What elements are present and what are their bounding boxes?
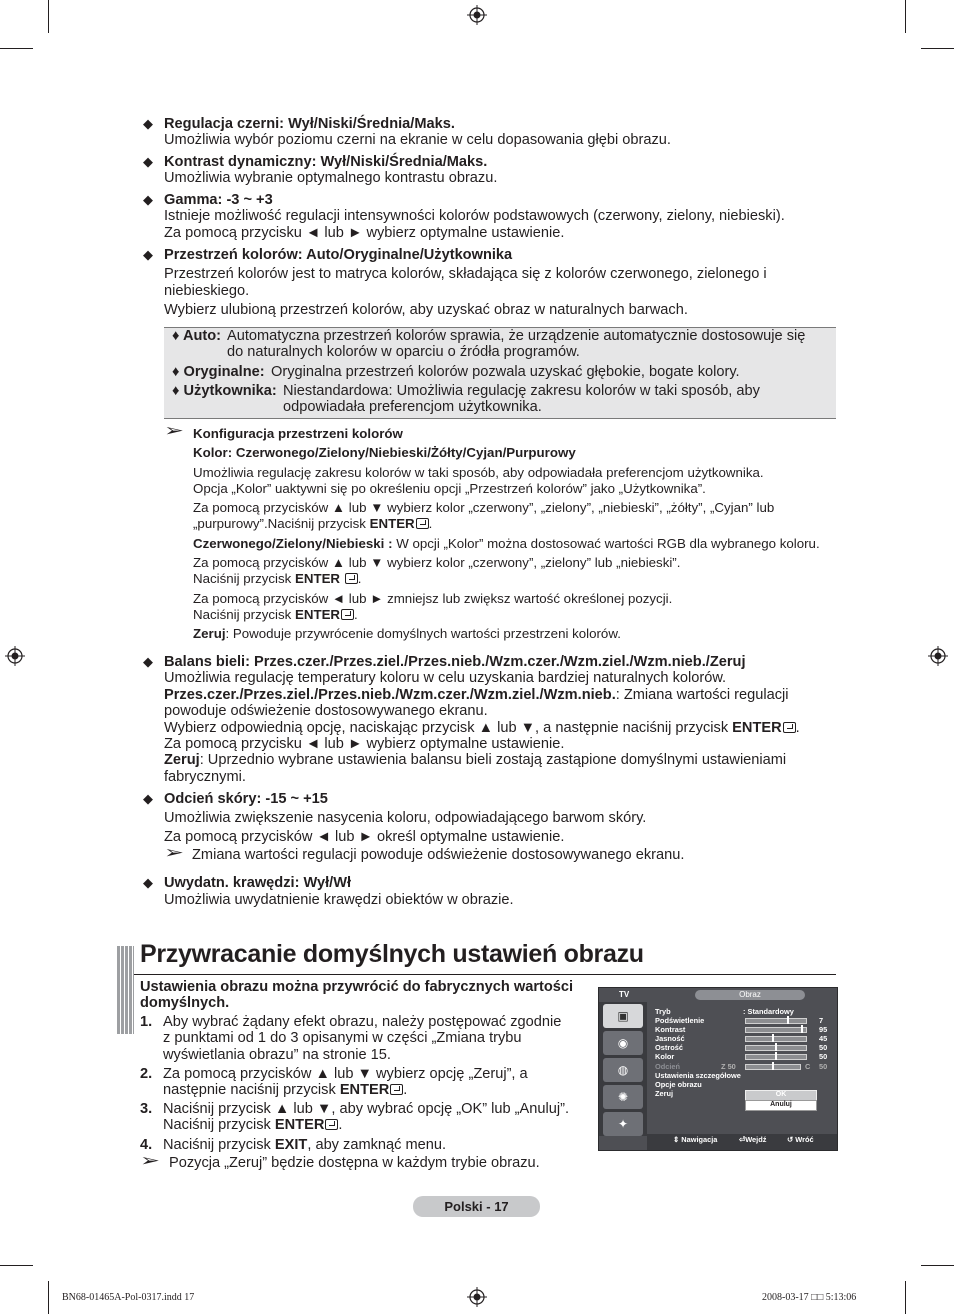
updown-icon: ⇕ (673, 1135, 682, 1144)
user-text: Niestandardowa: Umożliwia regulację zakresu kolorów w taki sposób, aby (283, 383, 760, 399)
osd-tint-c: C (805, 1062, 811, 1071)
bullet-text-part: Wybierz odpowiednią opcję, naciskając przycisk ▲ lub ▼, a następnie naciśnij przycisk (164, 720, 733, 736)
osd-slider-knob (801, 1025, 803, 1033)
crop-mark (0, 1265, 33, 1266)
osd-row-value: 7 (819, 1016, 824, 1025)
note-text: Naciśnij przycisk ENTER . (193, 571, 362, 586)
osd-back-hint (787, 1135, 814, 1144)
picture-menu-screenshot (598, 987, 838, 1151)
step-number: 1. (140, 1014, 153, 1030)
user-text: odpowiadała preferencjom użytkownika. (283, 399, 542, 415)
step-text: Naciśnij przycisk ▲ lub ▼, aby wybrać opcję „OK” lub „Anuluj”. (163, 1101, 570, 1117)
bullet-title: Regulacja czerni: Wył/Niski/Średnia/Maks. (164, 116, 455, 132)
osd-nav-hint (673, 1135, 717, 1144)
osd-row-label: Jasność (655, 1034, 685, 1043)
osd-tint-label: Odcień (655, 1062, 681, 1071)
osd-slider-knob (772, 1062, 774, 1070)
osd-reset: Zeruj (655, 1089, 674, 1098)
auto-label: ♦ Auto: (172, 328, 222, 344)
note-heading: Konfiguracja przestrzeni kolorów (193, 426, 403, 441)
step-text-part: Naciśnij przycisk (163, 1137, 275, 1153)
note-text-part: „purpurowy”.Naciśnij przycisk (193, 516, 370, 531)
bullet-text: Umożliwia regulację temperatury koloru w celu uzyskania bardziej naturalnych kolorów. (164, 670, 727, 686)
bullet-diamond-icon: ◆ (143, 154, 153, 169)
bullet-title: Balans bieli: Przes.czer./Przes.ziel./Przes.nieb./Wzm.czer./Wzm.ziel./Wzm.nieb./Zeruj (164, 654, 746, 670)
osd-tint-slider (745, 1064, 801, 1070)
enter-icon (416, 518, 429, 529)
registration-mark-icon (928, 646, 948, 666)
note-text: Zmiana wartości regulacji powoduje odświeżenie dostosowywanego ekranu. (192, 847, 685, 863)
bullet-text: Za pomocą przycisku ◄ lub ► wybierz optymalne ustawienie. (164, 225, 565, 241)
section-title: Przywracanie domyślnych ustawień obrazu (140, 940, 644, 968)
rgb-label: Czerwonego/Zielony/Niebieski : (193, 536, 393, 551)
osd-back-label: Wróć (795, 1135, 814, 1144)
step-number: 4. (140, 1137, 153, 1153)
enter-icon (325, 1119, 338, 1130)
note-text: Pozycja „Zeruj” będzie dostępna w każdym trybie obrazu. (169, 1155, 540, 1171)
step-text-part: Naciśnij przycisk (163, 1117, 275, 1133)
note-text: Umożliwia regulację zakresu kolorów w taki sposób, aby odpowiadała preferencjom użytkownika. (193, 465, 764, 480)
footer-file-name: BN68-01465A-Pol-0317.indd 17 (62, 1292, 195, 1303)
setup-icon: ✺ (603, 1085, 643, 1109)
registration-mark-icon (5, 646, 25, 666)
bullet-diamond-icon: ◆ (143, 791, 153, 806)
footer-timestamp: 2008-03-17 □□ 5:13:06 (762, 1292, 857, 1303)
bullet-text: Za pomocą przycisku ◄ lub ► wybierz optymalne ustawienie. (164, 736, 565, 752)
osd-slider-knob (787, 1016, 789, 1024)
balans-options: Przes.czer./Przes.ziel./Przes.nieb./Wzm.czer./Wzm.ziel./Wzm.nieb. (164, 687, 616, 703)
osd-slider (745, 1018, 807, 1024)
osd-slider (745, 1045, 807, 1051)
crop-mark (48, 0, 49, 33)
exit-key-label: EXIT (274, 1137, 308, 1153)
bullet-text: niebieskiego. (164, 283, 250, 299)
osd-row-label: Kontrast (655, 1025, 686, 1034)
bullet-text: fabrycznymi. (164, 769, 246, 785)
bullet-text: Umożliwia zwiększenie nasycenia koloru, odpowiadającego barwom skóry. (164, 810, 647, 826)
note-text: Za pomocą przycisków ▲ lub ▼ wybierz kolor „czerwony”, „zielony”, „niebieski”, „żółty”, „Cyjan” lub (193, 500, 775, 515)
bullet-diamond-icon: ◆ (143, 875, 153, 890)
bullet-title: Kontrast dynamiczny: Wył/Niski/Średnia/Maks. (164, 154, 488, 170)
reset-label: Zeruj (193, 626, 226, 641)
bullet-text: Umożliwia wybór poziomu czerni na ekranie w celu dopasowania głębi obrazu. (164, 132, 671, 148)
bullet-text: Wybierz odpowiednią opcję, naciskając przycisk ▲ lub ▼, a następnie naciśnij przycisk ENTER . (164, 720, 800, 736)
enter-key-label: ENTER (732, 720, 782, 736)
input-icon: ✦ (603, 1112, 643, 1136)
bullet-title: Przestrzeń kolorów: Auto/Oryginalne/Użytkownika (164, 247, 513, 263)
note-text: Za pomocą przycisków ◄ lub ► zmniejsz lub zwiększ wartość określonej pozycji. (193, 591, 673, 606)
osd-enter-hint (739, 1135, 766, 1144)
enter-icon (341, 609, 354, 620)
crop-mark (921, 48, 954, 49)
bullet-text-part: : Zmiana wartości regulacji (615, 687, 789, 703)
section-intro: domyślnych. (140, 995, 230, 1011)
step-text-part: , aby zamknąć menu. (307, 1137, 447, 1153)
step-text: Za pomocą przycisków ▲ lub ▼ wybierz opcję „Zeruj”, a (163, 1066, 528, 1082)
note-text: Za pomocą przycisków ▲ lub ▼ wybierz kolor „czerwony”, „zielony” lub „niebieski”. (193, 555, 681, 570)
sound-icon: ◉ (603, 1031, 643, 1055)
note-subheading: Kolor: Czerwonego/Zielony/Niebieski/Żółty/Cyjan/Purpurowy (193, 445, 576, 460)
osd-row-value: 50 (819, 1052, 828, 1061)
crop-mark (905, 1281, 906, 1314)
bullet-text: Istnieje możliwość regulacji intensywności kolorów podstawowych (czerwony, zielony, niebieski). (164, 208, 785, 224)
osd-tint-value: 50 (819, 1062, 828, 1071)
bullet-text: powoduje odświeżenie dostosowywanego ekranu. (164, 703, 488, 719)
section-title-bar (117, 946, 134, 1034)
bullet-diamond-icon: ◆ (143, 247, 153, 262)
osd-slider-knob (772, 1034, 774, 1042)
osd-slider (745, 1036, 807, 1042)
enter-key-label: ENTER (294, 571, 341, 586)
bullet-text: Przestrzeń kolorów jest to matryca kolorów, składająca się z kolorów czerwonego, zielonego i (164, 266, 767, 282)
osd-header-title: Obraz (739, 990, 761, 999)
registration-mark-icon (467, 5, 487, 25)
osd-nav-label: Nawigacja (681, 1135, 718, 1144)
step-number: 2. (140, 1066, 153, 1082)
osd-enter-label: Wejdź (745, 1135, 767, 1144)
osd-row-value: 95 (819, 1025, 828, 1034)
bullet-diamond-icon: ◆ (143, 654, 153, 669)
page-number: Polski - 17 (413, 1196, 540, 1217)
note-arrow-icon: ➢ (164, 843, 184, 862)
note-text-part: Naciśnij przycisk (193, 571, 295, 586)
bullet-text-part: : Uprzednio wybrane ustawienia balansu bieli zostają zastąpione domyślnymi ustawieniami (199, 752, 787, 768)
enter-key-label: ENTER (369, 516, 415, 531)
note-text: Opcja „Kolor” uaktywni się po określeniu opcji „Przestrzeń kolorów” jako „Użytkownika”. (193, 481, 706, 496)
osd-cancel-label: Anuluj (770, 1101, 792, 1108)
picture-icon: ▣ (603, 1004, 643, 1028)
osd-row-label: Ostrość (655, 1043, 683, 1052)
osd-row-label: Podświetlenie (655, 1016, 705, 1025)
note-arrow-icon: ➢ (164, 421, 184, 440)
bullet-title: Odcień skóry: -15 ~ +15 (164, 791, 328, 807)
section-rule (134, 974, 836, 975)
osd-mode-label: Tryb (655, 1007, 671, 1016)
step-text: następnie naciśnij przycisk ENTER . (163, 1082, 408, 1098)
step-number: 3. (140, 1101, 153, 1117)
enter-icon (783, 722, 796, 733)
note-arrow-icon: ➢ (140, 1151, 160, 1170)
bullet-diamond-icon: ◆ (143, 116, 153, 131)
osd-mode-value: : Standardowy (743, 1007, 794, 1016)
crop-mark (905, 0, 906, 33)
crop-mark (0, 48, 33, 49)
enter-icon (345, 573, 358, 584)
osd-ok-label: OK (775, 1091, 787, 1098)
bullet-text (164, 687, 789, 704)
enter-icon (390, 1084, 403, 1095)
bullet-text: Wybierz ulubioną przestrzeń kolorów, aby uzyskać obraz w naturalnych barwach. (164, 302, 688, 318)
return-icon: ↺ (787, 1135, 796, 1144)
osd-slider (745, 1027, 807, 1033)
bullet-text: Za pomocą przycisków ◄ lub ► określ optymalne ustawienie. (164, 829, 565, 845)
osd-row-label: Kolor (655, 1052, 675, 1061)
auto-text: Automatyczna przestrzeń kolorów sprawia, że urządzenie automatycznie dostosowuje się (227, 328, 806, 344)
reset-label: Zeruj (164, 752, 200, 768)
osd-tint-z: Z 50 (721, 1062, 736, 1071)
section-intro: Ustawienia obrazu można przywrócić do fabrycznych wartości (140, 979, 574, 995)
rgb-text: W opcji „Kolor” można dostosować wartości RGB dla wybranego koloru. (392, 536, 820, 551)
user-label: ♦ Użytkownika: (172, 383, 277, 399)
auto-text: do naturalnych kolorów w oparciu o źródła programów. (227, 344, 580, 360)
note-text (193, 536, 820, 552)
osd-picture-options: Opcje obrazu (655, 1080, 702, 1089)
step-text-part: następnie naciśnij przycisk (163, 1082, 340, 1098)
step-text: Aby wybrać żądany efekt obrazu, należy postępować zgodnie (163, 1014, 562, 1030)
crop-mark (48, 1281, 49, 1314)
osd-row-value: 50 (819, 1043, 828, 1052)
crop-mark (921, 1265, 954, 1266)
enter-key-label: ENTER (294, 607, 341, 622)
osd-slider-knob (775, 1043, 777, 1051)
note-text (193, 626, 621, 642)
bullet-title: Uwydatn. krawędzi: Wył/Wł (164, 875, 352, 891)
enter-key-label: ENTER (274, 1117, 325, 1133)
step-text (163, 1137, 446, 1154)
step-text: wyświetlania obrazu” na stronie 15. (163, 1047, 391, 1063)
reset-text: : Powoduje przywrócenie domyślnych wartości przestrzeni kolorów. (225, 626, 621, 641)
original-label: ♦ Oryginalne: (172, 364, 265, 380)
osd-slider-knob (775, 1052, 777, 1060)
step-text: Naciśnij przycisk ENTER . (163, 1117, 343, 1133)
original-text: Oryginalna przestrzeń kolorów pozwala uzyskać głębokie, bogate kolory. (271, 364, 740, 380)
note-text: Naciśnij przycisk ENTER . (193, 607, 358, 622)
osd-tv-label: TV (619, 990, 630, 999)
channel-icon: ◍ (603, 1058, 643, 1082)
note-text: „purpurowy”.Naciśnij przycisk ENTER . (193, 516, 433, 531)
bullet-text (164, 752, 786, 769)
registration-mark-icon (467, 1287, 487, 1307)
osd-detail-settings: Ustawienia szczegółowe (655, 1071, 741, 1080)
enter-key-label: ENTER (339, 1082, 390, 1098)
bullet-text: Umożliwia uwydatnienie krawędzi obiektów w obrazie. (164, 892, 514, 908)
bullet-title: Gamma: -3 ~ +3 (164, 192, 273, 208)
osd-slider (745, 1054, 807, 1060)
enter-icon: ⏎ (739, 1135, 746, 1144)
step-text: z punktami od 1 do 3 opisanymi w części „Zmiana trybu (163, 1030, 522, 1046)
bullet-diamond-icon: ◆ (143, 192, 153, 207)
bullet-text: Umożliwia wybranie optymalnego kontrastu obrazu. (164, 170, 498, 186)
note-text-part: Naciśnij przycisk (193, 607, 295, 622)
osd-row-value: 45 (819, 1034, 828, 1043)
